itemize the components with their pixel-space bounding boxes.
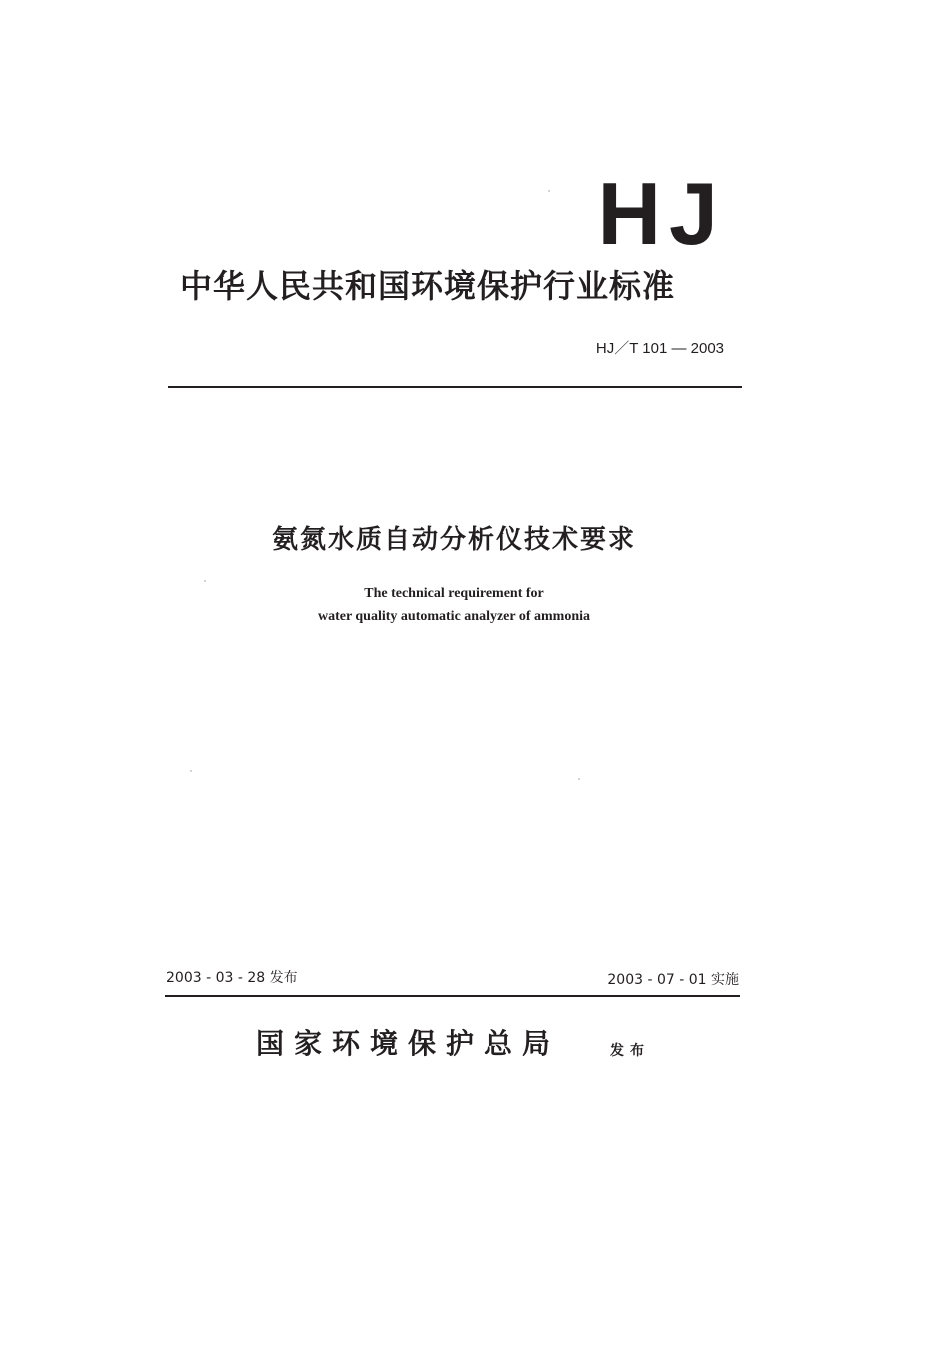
document-title-chinese: 氨氮水质自动分析仪技术要求 bbox=[271, 525, 636, 555]
implementation-date: 2003 - 07 - 01 实施 bbox=[607, 972, 739, 988]
scan-speck bbox=[578, 778, 580, 780]
standard-number: HJ／T 101 — 2003 bbox=[595, 340, 724, 357]
issue-date: 2003 - 03 - 28 发布 bbox=[166, 970, 298, 986]
bottom-divider bbox=[165, 995, 740, 997]
industry-standard-title: 中华人民共和国环境保护行业标准 bbox=[180, 267, 676, 305]
scan-speck bbox=[548, 190, 550, 192]
scan-speck bbox=[204, 580, 206, 582]
publish-label: 发布 bbox=[610, 1043, 650, 1059]
scan-speck bbox=[190, 770, 192, 772]
publisher-name: 国家环境保护总局 bbox=[256, 1027, 561, 1060]
document-title-english-line1: The technical requirement for bbox=[364, 586, 544, 601]
top-divider bbox=[168, 386, 742, 388]
hj-logo: HJ bbox=[597, 164, 726, 263]
document-title-english-line2: water quality automatic analyzer of ammonia bbox=[317, 609, 591, 624]
